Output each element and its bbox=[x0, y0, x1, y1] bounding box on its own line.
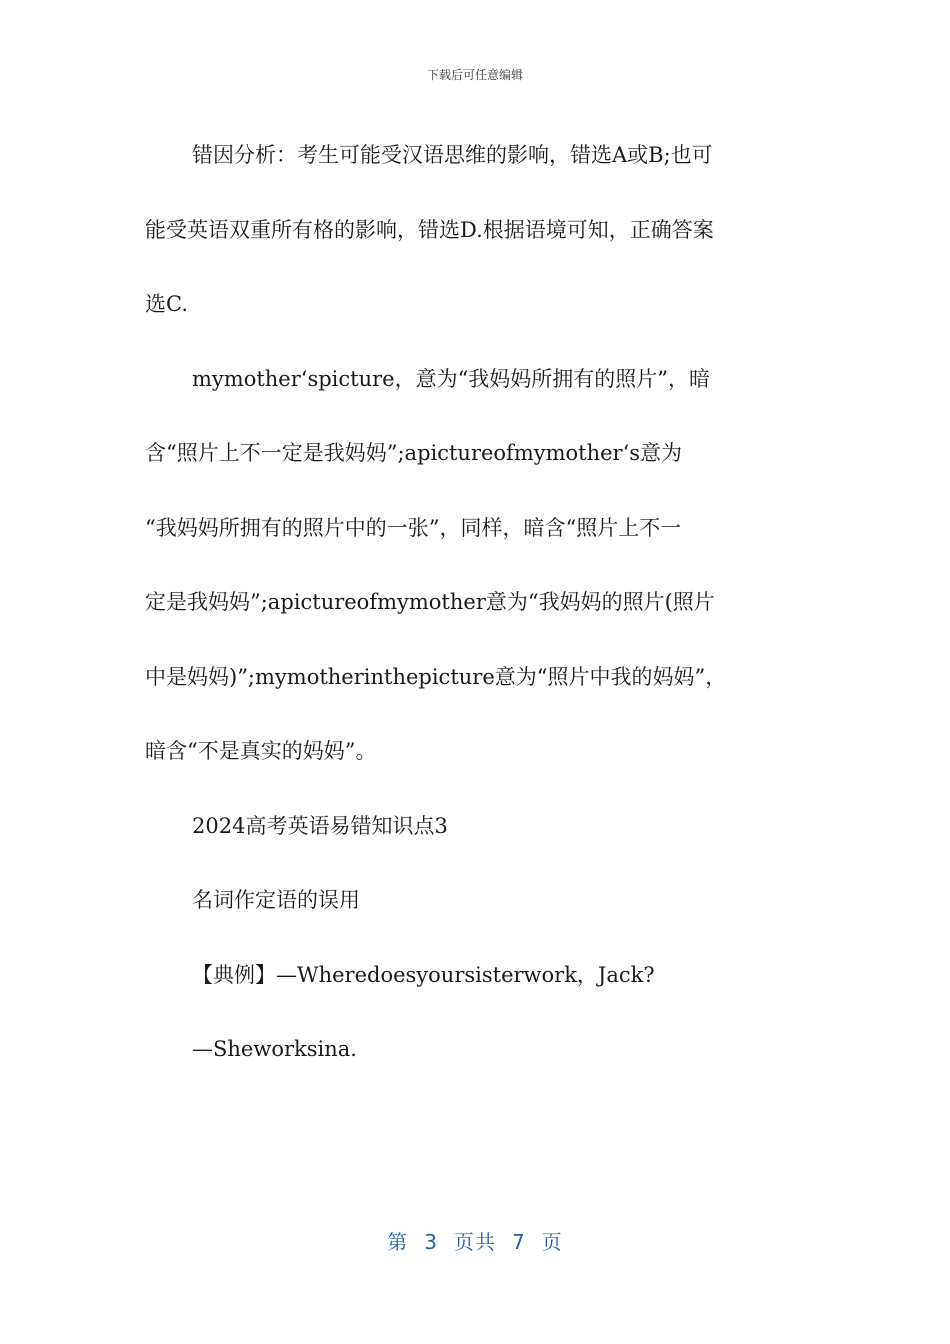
example-question: 【典例】—Wheredoesyoursisterwork，Jack? bbox=[192, 962, 655, 987]
current-page-number: 3 bbox=[424, 1230, 438, 1254]
paragraph-line: “我妈妈所拥有的照片中的一张”，同样，暗含“照片上不一 bbox=[145, 515, 682, 540]
page-footer bbox=[0, 1226, 950, 1255]
paragraph-line: 中是妈妈)”;mymotherinthepicture意为“照片中我的妈妈”， bbox=[145, 664, 727, 689]
footer-prefix: 第 bbox=[387, 1230, 409, 1254]
paragraph-line: 选C. bbox=[145, 292, 188, 316]
document-body bbox=[145, 118, 815, 1087]
paragraph-line: 定是我妈妈”;apictureofmymother意为“我妈妈的照片(照片 bbox=[145, 590, 715, 614]
footer-suffix: 页 bbox=[541, 1230, 563, 1254]
section-subheading: 名词作定语的误用 bbox=[192, 888, 360, 912]
total-pages-number: 7 bbox=[512, 1230, 526, 1254]
page-header: 下载后可任意编辑 bbox=[426, 68, 523, 82]
footer-mid: 页共 bbox=[454, 1230, 496, 1254]
paragraph-line: 错因分析：考生可能受汉语思维的影响，错选A或B;也可 bbox=[192, 143, 713, 167]
paragraph-line: 能受英语双重所有格的影响，错选D.根据语境可知，正确答案 bbox=[145, 217, 714, 242]
section-heading: 2024高考英语易错知识点3 bbox=[192, 813, 448, 838]
paragraph-line: 暗含“不是真实的妈妈”。 bbox=[145, 739, 377, 763]
paragraph-line: mymother‘spicture，意为“我妈妈所拥有的照片”，暗 bbox=[192, 366, 711, 391]
example-answer: —Sheworksina. bbox=[192, 1037, 357, 1061]
paragraph-line: 含“照片上不一定是我妈妈”;apictureofmymother‘s意为 bbox=[145, 441, 683, 465]
